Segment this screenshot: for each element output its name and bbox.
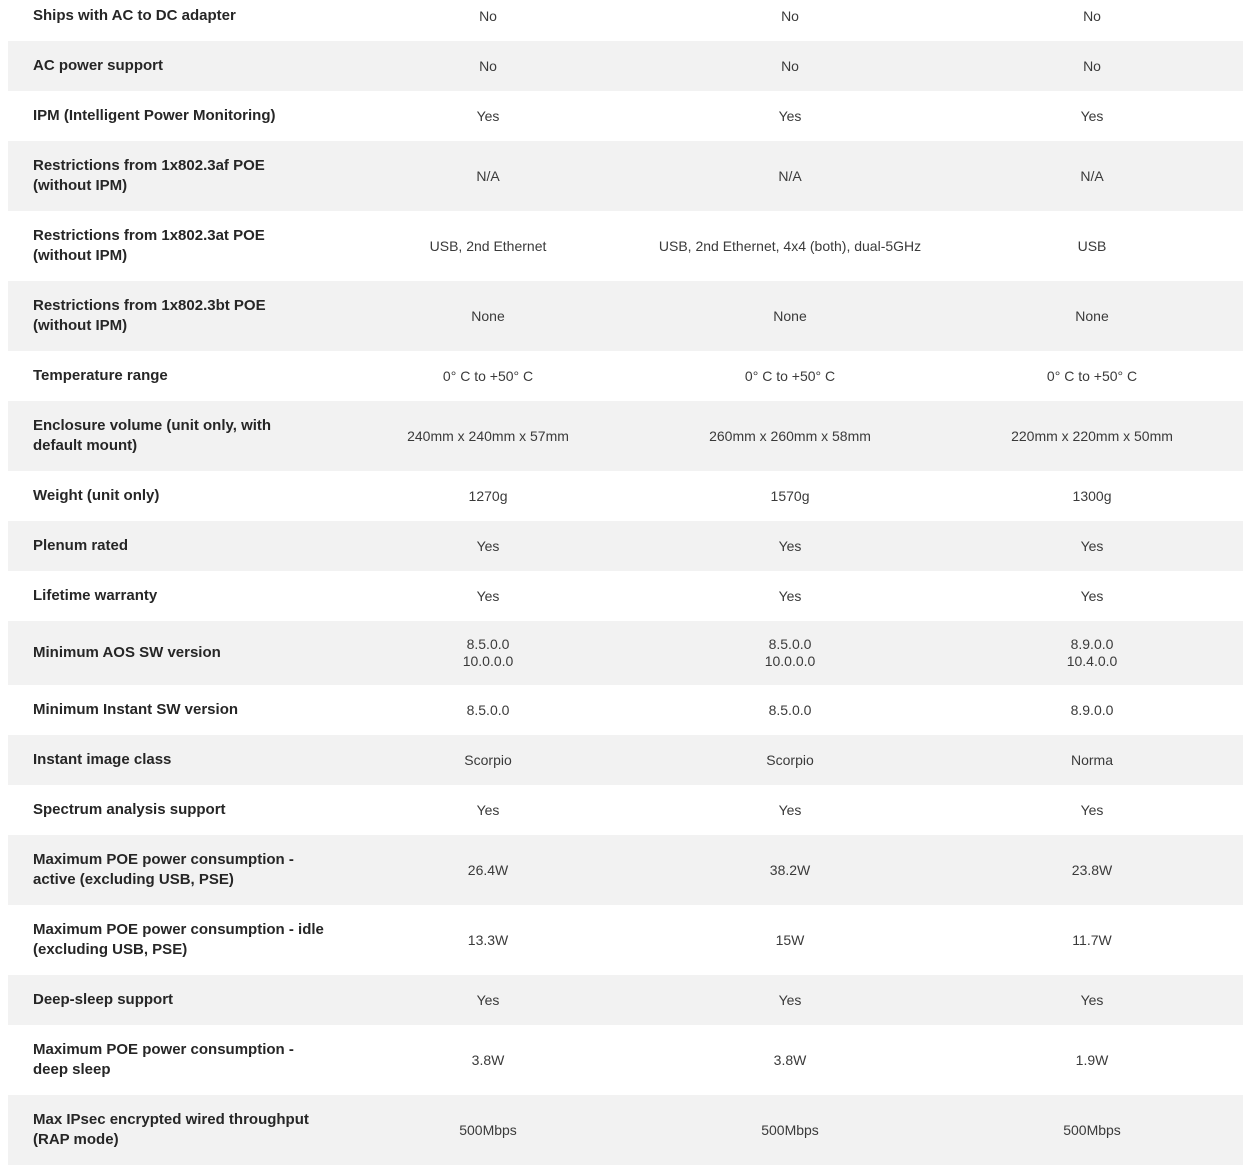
row-label: Temperature range	[33, 367, 168, 384]
row-label: Instant image class	[33, 751, 172, 768]
table-row	[8, 905, 1243, 975]
table-row	[8, 785, 1243, 835]
row-label: Plenum rated	[33, 537, 129, 554]
table-cell: 8.5.0.0	[466, 701, 510, 718]
table-cell: No	[1083, 57, 1101, 74]
table-cell: N/A	[476, 167, 500, 184]
table-row	[8, 521, 1243, 571]
table-row	[8, 1095, 1243, 1165]
table-row	[8, 471, 1243, 521]
table-row	[8, 835, 1243, 905]
table-cell: 26.4W	[467, 861, 509, 878]
table-cell: 1.9W	[1075, 1051, 1109, 1068]
table-cell: 500Mbps	[459, 1121, 517, 1138]
table-cell: No	[1083, 7, 1101, 24]
table-cell: 11.7W	[1072, 931, 1112, 948]
row-label: Weight (unit only)	[33, 487, 160, 504]
row-label: Minimum AOS SW version	[33, 644, 221, 661]
table-cell: USB	[1077, 237, 1107, 254]
table-row	[8, 91, 1243, 141]
table-cell: 8.9.0.0	[1070, 701, 1114, 718]
row-label: Maximum POE power consumption - deep sleep	[33, 1041, 294, 1078]
table-cell: USB, 2nd Ethernet, 4x4 (both), dual-5GHz	[658, 237, 922, 254]
table-cell: 1300g	[1072, 487, 1112, 504]
table-cell: Yes	[1080, 587, 1104, 604]
table-cell: Yes	[778, 801, 802, 818]
table-cell: Yes	[476, 107, 500, 124]
row-label: Enclosure volume (unit only, with default mount)	[33, 417, 272, 454]
table-cell: Yes	[1080, 801, 1104, 818]
table-cell: 8.5.0.0	[768, 701, 812, 718]
table-cell: 23.8W	[1071, 861, 1113, 878]
table-row	[8, 141, 1243, 211]
table-cell: 3.8W	[471, 1051, 505, 1068]
table-cell: 0° C to +50° C	[1046, 367, 1138, 384]
table-cell: Scorpio	[464, 751, 512, 768]
table-row	[8, 621, 1243, 685]
table-row	[8, 975, 1243, 1025]
table-cell: 13.3W	[467, 931, 509, 948]
table-cell: None	[471, 307, 505, 324]
table-row	[8, 735, 1243, 785]
table-row	[8, 281, 1243, 351]
table-cell: 0° C to +50° C	[442, 367, 534, 384]
table-cell: Yes	[1080, 991, 1104, 1008]
table-cell: 8.5.0.0 10.0.0.0	[462, 636, 514, 669]
table-row	[8, 41, 1243, 91]
table-row	[8, 0, 1243, 41]
table-cell: Yes	[476, 801, 500, 818]
table-cell: 220mm x 220mm x 50mm	[1011, 427, 1173, 444]
table-cell: Yes	[476, 537, 500, 554]
table-row	[8, 571, 1243, 621]
row-label: Minimum Instant SW version	[33, 701, 239, 718]
table-cell: Yes	[476, 587, 500, 604]
row-label: Maximum POE power consumption - active (excluding USB, PSE)	[33, 851, 294, 888]
table-cell: None	[773, 307, 807, 324]
table-cell: No	[479, 57, 497, 74]
row-label: Restrictions from 1x802.3bt POE (without IPM)	[33, 297, 266, 334]
row-label: AC power support	[33, 57, 163, 74]
table-cell: 8.9.0.0 10.4.0.0	[1066, 636, 1118, 669]
table-cell: Yes	[476, 991, 500, 1008]
table-cell: No	[781, 7, 799, 24]
table-row	[8, 685, 1243, 735]
row-label: Max IPsec encrypted wired throughput (RAP mode)	[33, 1111, 309, 1148]
table-cell: Yes	[778, 537, 802, 554]
table-cell: None	[1075, 307, 1109, 324]
table-cell: Yes	[778, 107, 802, 124]
table-cell: 1270g	[468, 487, 508, 504]
table-cell: Scorpio	[766, 751, 814, 768]
table-cell: Yes	[778, 991, 802, 1008]
row-label: Lifetime warranty	[33, 587, 158, 604]
table-cell: No	[781, 57, 799, 74]
table-cell: 3.8W	[773, 1051, 807, 1068]
table-cell: 0° C to +50° C	[744, 367, 836, 384]
table-cell: Norma	[1071, 751, 1114, 768]
table-cell: 500Mbps	[761, 1121, 819, 1138]
row-label: Ships with AC to DC adapter	[33, 7, 236, 24]
table-cell: 38.2W	[769, 861, 811, 878]
table-cell: N/A	[1080, 167, 1104, 184]
table-cell: 1570g	[770, 487, 810, 504]
row-label: IPM (Intelligent Power Monitoring)	[33, 107, 276, 124]
table-cell: No	[479, 7, 497, 24]
row-label: Maximum POE power consumption - idle (excluding USB, PSE)	[33, 921, 324, 958]
table-cell: USB, 2nd Ethernet	[429, 237, 547, 254]
row-label: Restrictions from 1x802.3at POE (without IPM)	[33, 227, 265, 264]
table-cell: Yes	[1080, 537, 1104, 554]
table-row	[8, 1025, 1243, 1095]
table-cell: 260mm x 260mm x 58mm	[709, 427, 871, 444]
table-cell: 240mm x 240mm x 57mm	[407, 427, 569, 444]
table-cell: 8.5.0.0 10.0.0.0	[764, 636, 816, 669]
table-cell: N/A	[778, 167, 802, 184]
table-cell: Yes	[778, 587, 802, 604]
row-label: Spectrum analysis support	[33, 801, 226, 818]
table-row	[8, 401, 1243, 471]
table-row	[8, 351, 1243, 401]
table-cell: 15W	[775, 931, 805, 948]
table-row	[8, 211, 1243, 281]
table-cell: 500Mbps	[1063, 1121, 1121, 1138]
row-label: Restrictions from 1x802.3af POE (without IPM)	[33, 157, 265, 194]
table-cell: Yes	[1080, 107, 1104, 124]
spec-comparison-table	[8, 0, 1243, 1165]
row-label: Deep-sleep support	[33, 991, 174, 1008]
